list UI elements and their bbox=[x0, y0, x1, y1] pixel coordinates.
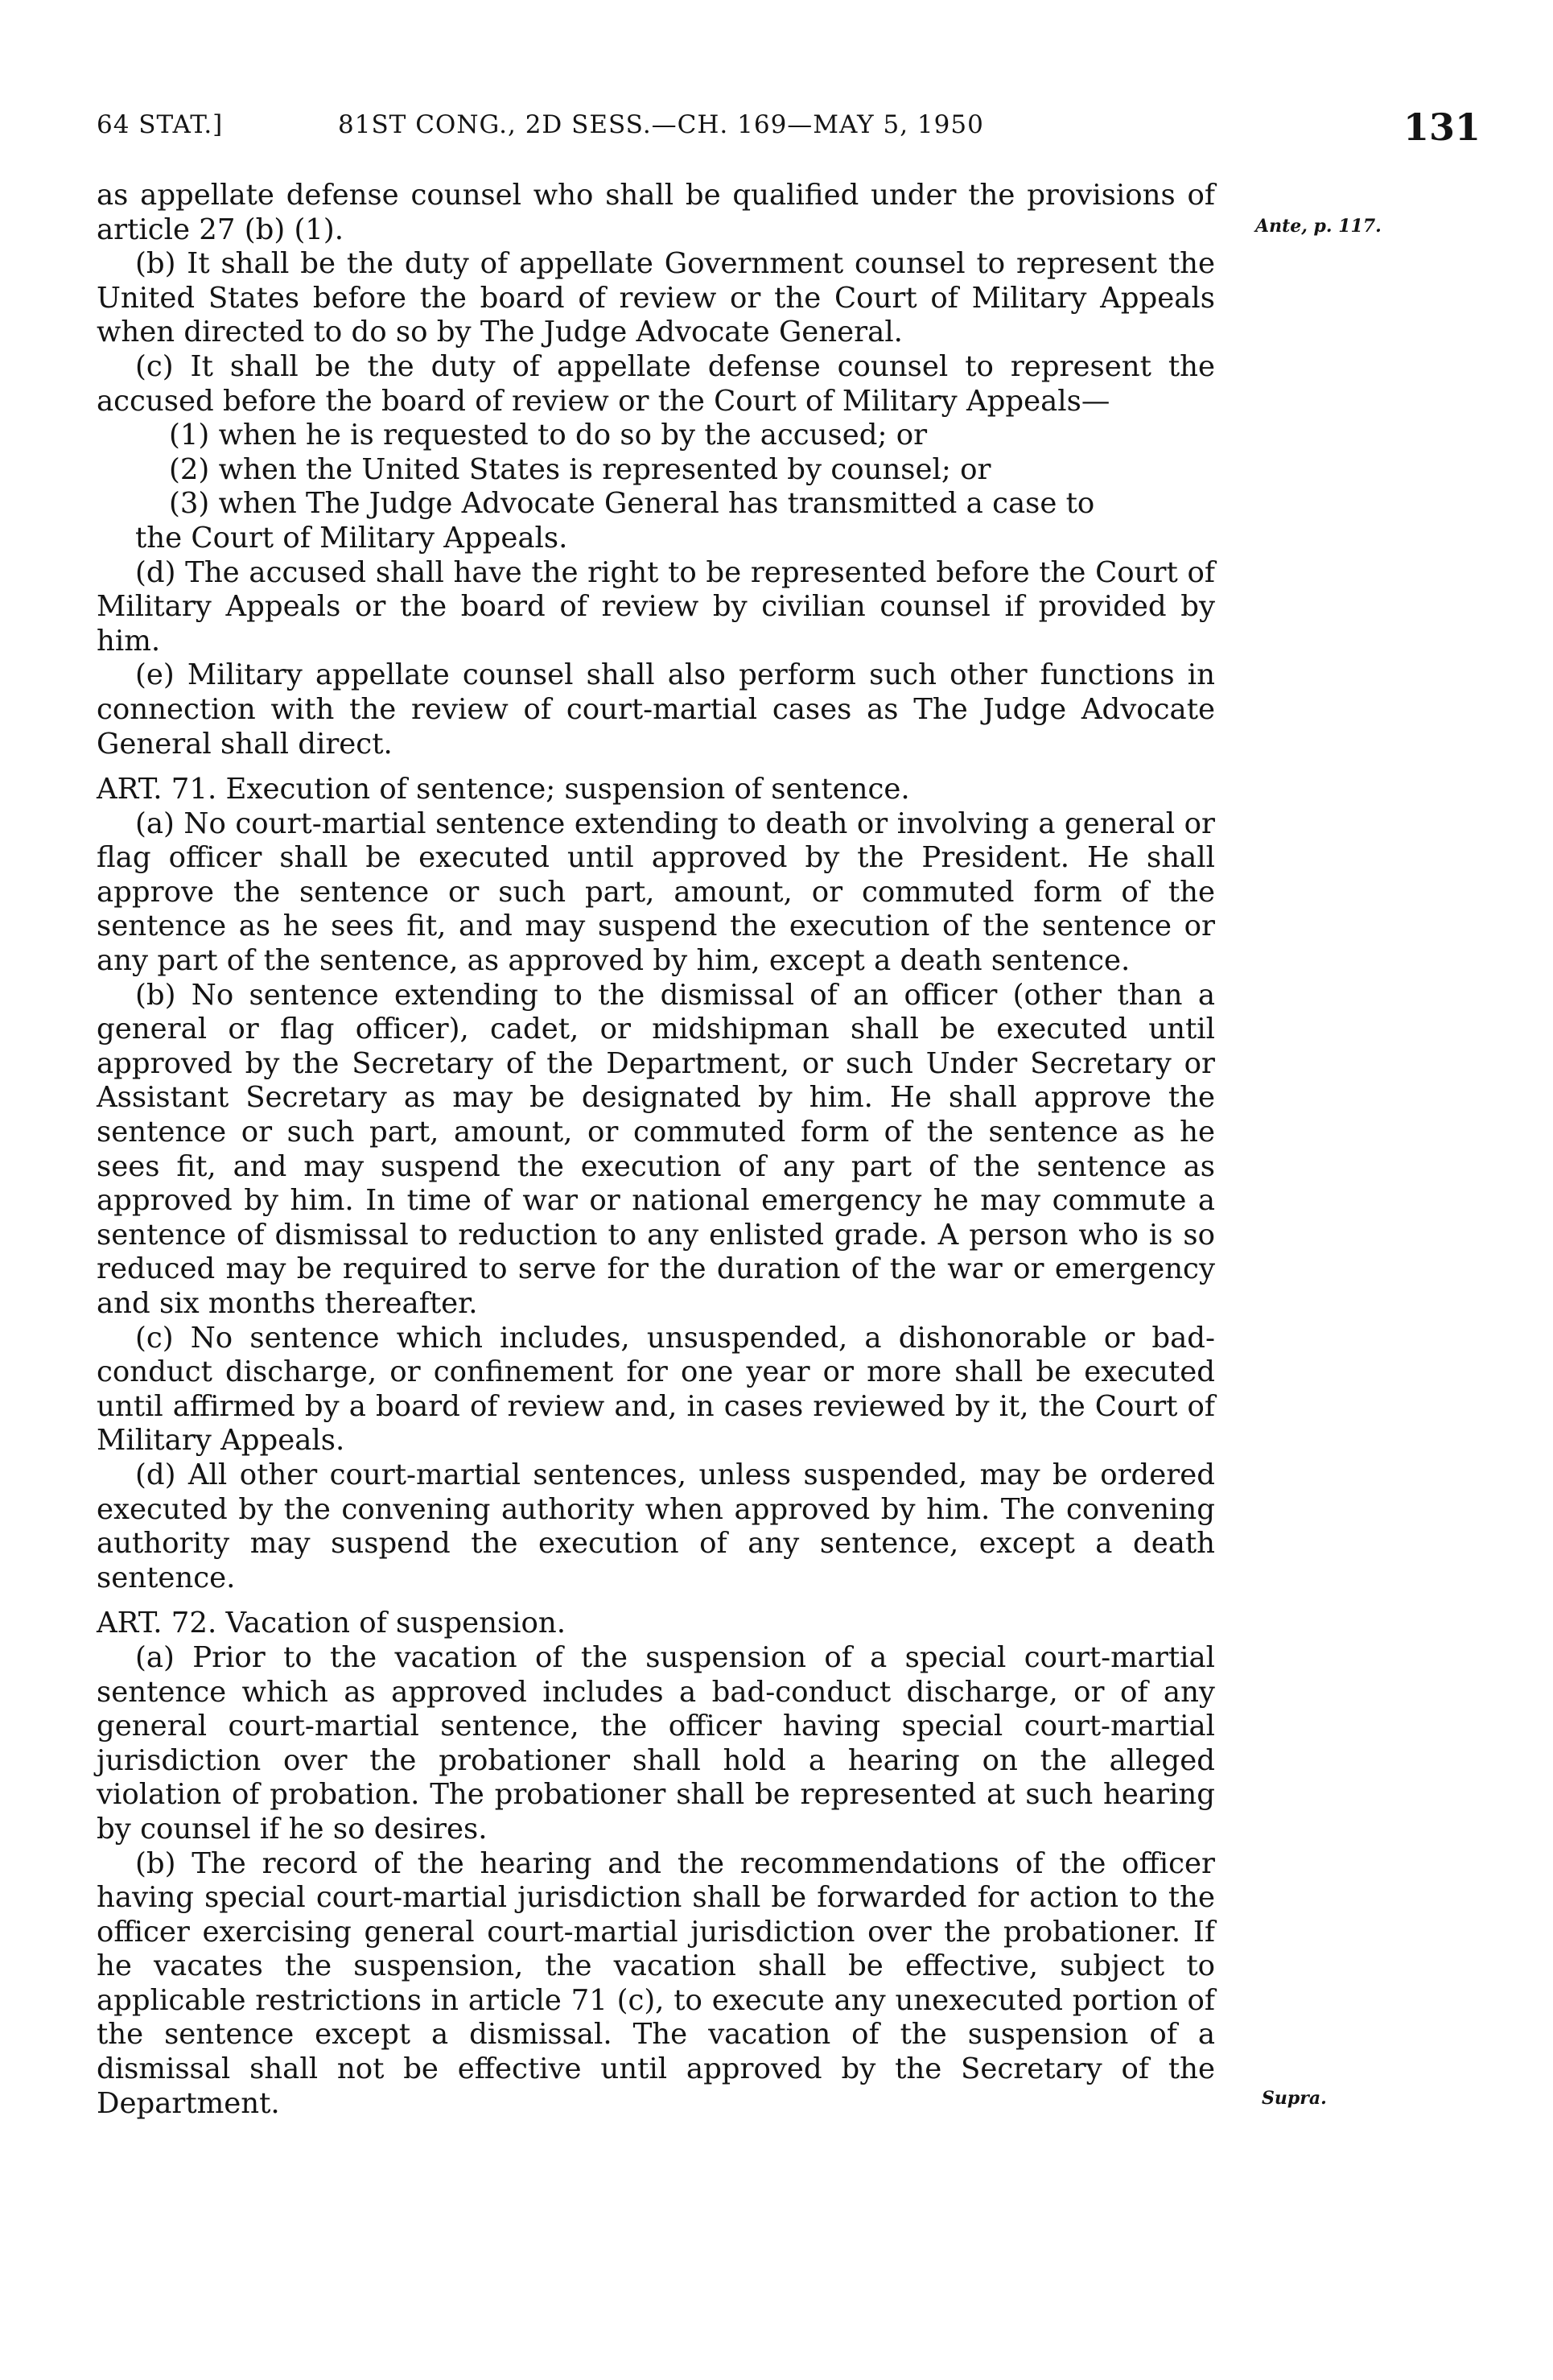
paragraph-e: (e) Military appellate counsel shall also perform such other functions in connection with the review of court-martial cases as The Judge Advocate General shall direct. bbox=[97, 658, 1215, 761]
statute-body bbox=[97, 179, 1215, 2121]
article-71-label: ART. 71. bbox=[97, 773, 217, 806]
article-72-paragraph-b: (b) The record of the hearing and the recommendations of the officer having special court-martial jurisdiction shall be forwarded for action to the officer exercising general court-martial jurisdiction over the probationer. If he vacates the suspension, the vacation shall be effective, subject to applicable restrictions in article 71 (c), to execute any unexecuted portion of the sentence except a dismissal. The vacation of the suspension of a dismissal shall not be effective until approved by the Secretary of the Department. bbox=[97, 1846, 1215, 2120]
paragraph-b: (b) It shall be the duty of appellate Government counsel to represent the United States before the board of review or the Court of Military Appeals when directed to do so by The Judge Advocate General. bbox=[97, 247, 1215, 349]
clause-1: (1) when he is requested to do so by the accused; or bbox=[169, 419, 928, 452]
volume-reference: 64 STAT.] bbox=[97, 110, 224, 139]
article-71-paragraph-c: (c) No sentence which includes, unsuspended, a dishonorable or bad-conduct discharge, or confinement for one year or more shall be executed until affirmed by a board of review and, in cases reviewed by it, the Court of Military Appeals. bbox=[97, 1321, 1215, 1458]
margin-note-ante: Ante, p. 117. bbox=[1255, 216, 1382, 237]
clause-2: (2) when the United States is represented by counsel; or bbox=[169, 452, 991, 486]
paragraph-continuation: as appellate defense counsel who shall be qualified under the provisions of article 27 (b) (1). bbox=[97, 179, 1215, 246]
article-72-heading bbox=[97, 1607, 1215, 1641]
article-71-paragraph-a: (a) No court-martial sentence extending to death or involving a general or flag officer shall be executed until approved by the President. He shall approve the sentence or such part, amount, or commuted form of the sentence as he sees fit, and may suspend the execution of the sentence or any part of the sentence, as approved by him, except a death sentence. bbox=[97, 806, 1215, 978]
article-71-heading bbox=[97, 773, 1215, 807]
page-number: 131 bbox=[1403, 105, 1481, 149]
article-72-label: ART. 72. bbox=[97, 1607, 217, 1640]
article-71-paragraph-b: (b) No sentence extending to the dismissal of an officer (other than a general or flag officer), cadet, or midshipman shall be executed until approved by the Secretary of the Department, or such Under Secretary or Assistant Secretary as may be designated by him. He shall approve the sentence or such part, amount, or commuted form of the sentence as he sees fit, and may suspend the execution of any part of the sentence as approved by him. In time of war or national emergency he may commute a sentence of dismissal to reduction to any enlisted grade. A person who is so reduced may be required to serve for the duration of the war or emergency and six months thereafter. bbox=[97, 978, 1215, 1320]
clause-3-continuation: the Court of Military Appeals. bbox=[135, 521, 568, 555]
session-chapter-date: 81ST CONG., 2D SESS.—CH. 169—MAY 5, 1950 bbox=[338, 110, 984, 139]
margin-note-supra: Supra. bbox=[1262, 2088, 1327, 2109]
paragraph-d: (d) The accused shall have the right to be represented before the Court of Military Appeals or the board of review by civilian counsel if provided by him. bbox=[97, 555, 1215, 658]
article-72-title: Vacation of suspension. bbox=[225, 1607, 566, 1640]
article-72-paragraph-a: (a) Prior to the vacation of the suspension of a special court-martial sentence which as approved includes a bad-conduct discharge, or of any general court-martial sentence, the officer having special court-martial jurisdiction over the probationer shall hold a hearing on the alleged violation of probation. The probationer shall be represented at such hearing by counsel if he so desires. bbox=[97, 1640, 1215, 1846]
running-header bbox=[97, 105, 1481, 152]
article-71-title: Execution of sentence; suspension of sentence. bbox=[225, 773, 910, 806]
clause-3: (3) when The Judge Advocate General has transmitted a case to bbox=[169, 487, 1095, 521]
paragraph-c: (c) It shall be the duty of appellate defense counsel to represent the accused before the board of review or the Court of Military Appeals— bbox=[97, 349, 1215, 418]
article-71-paragraph-d: (d) All other court-martial sentences, unless suspended, may be ordered executed by the convening authority when approved by him. The convening authority may suspend the execution of any sentence, except a death sentence. bbox=[97, 1458, 1215, 1594]
